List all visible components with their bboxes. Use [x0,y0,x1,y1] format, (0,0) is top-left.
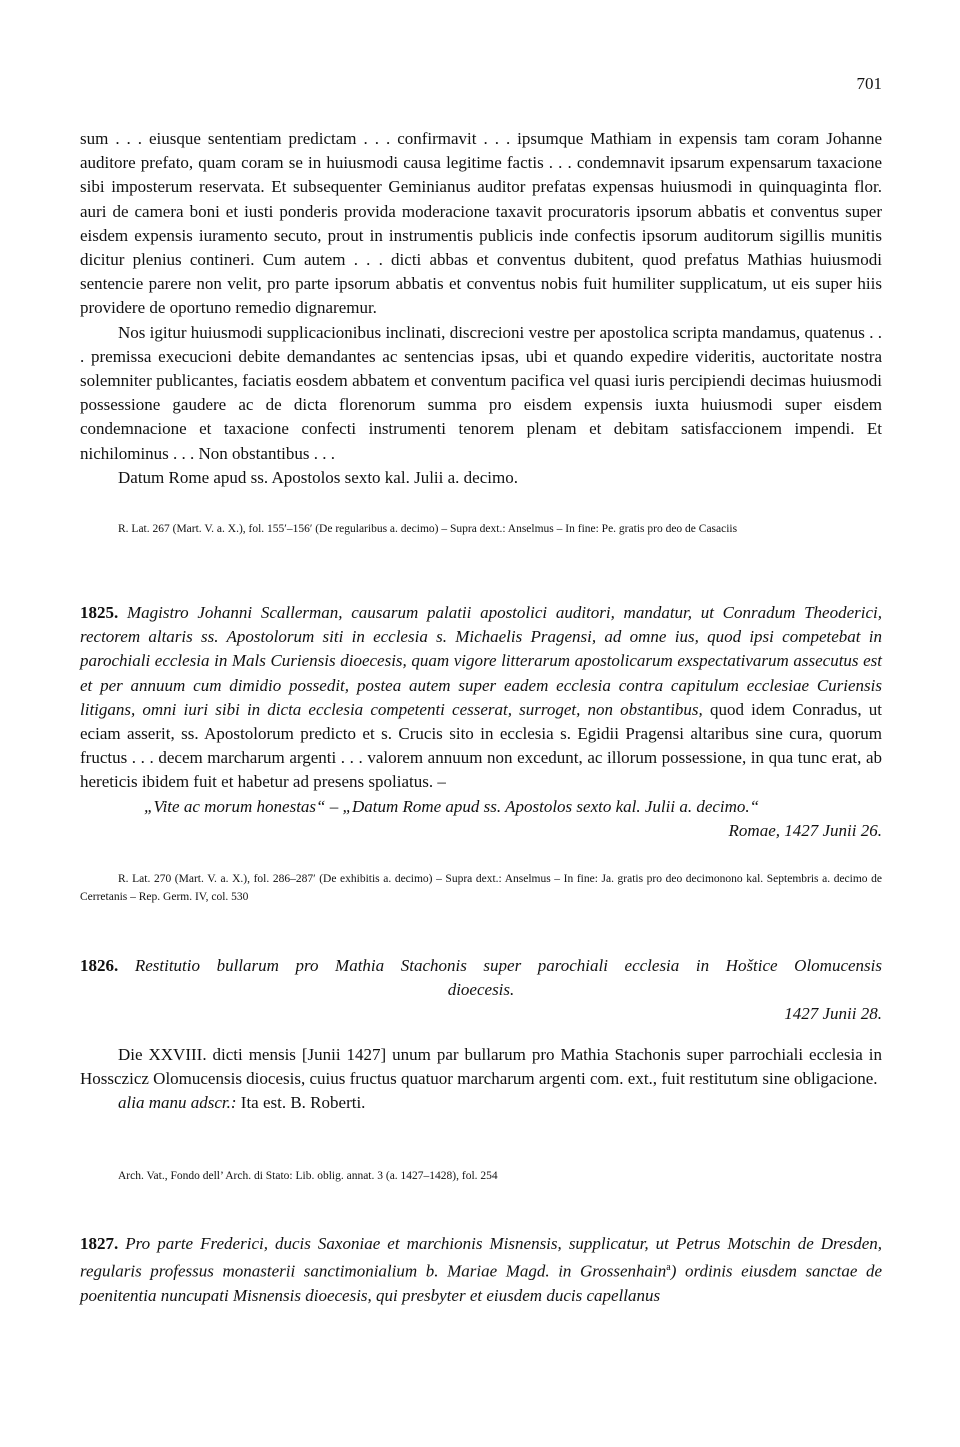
alia-manu [80,1091,882,1115]
regest-italic-cont: ) ordinis eiusdem sanctae de poenitentia nuncupati Misnensis dioecesis, qui presbyter et eiusdem ducis capellanus [80,1261,883,1306]
regest-roman: quod idem Conradus, ut eciam asserit, ss. Apostolorum predicto et s. Crucis sito in ecclesia s. Egidii Pragensi altaribus sine cura, quorum fructus . . . decem marcharum argenti . . . valorem annuum non excedunt, ac illorum possessione, in qua tunc erat, ab hereticis ibidem fuit et habetur ad presens spoliatus. – [80,699,882,792]
incipit: „Vite ac morum honestas“ – „Datum Rome apud ss. Apostolos sexto kal. Julii a. decimo.“ [144,796,760,816]
paragraph-datum: Datum Rome apud ss. Apostolos sexto kal. Julii a. decimo. [118,467,518,487]
archival-note: R. Lat. 270 (Mart. V. a. X.), fol. 286–287′ (De exhibitis a. decimo) – Supra dext.: Anselmus – In fine: Ja. gratis pro deo decimonono kal. Septembris a. decimo de Cerretanis – Rep. Germ. IV, col. 530 [80,873,882,903]
alia-label: alia manu adscr.: [118,1093,237,1113]
entry-number: 1825. [80,603,119,622]
entry-1826-regest [80,954,882,978]
paragraph-continued: sum . . . eiusque sententiam predictam . . . confirmavit . . . ipsumque Mathiam in expensis tam coram Johanne auditore prefato, quam coram se in huiusmodi causa legitime factis . . . condemnavit ipsarum expensarum taxacione sibi imposterum reservata. Et subsequenter Geminianus auditor prefatas expensas huiusmodi in quinquaginta flor. auri de camera boni et iusti ponderis provida moderacione taxavit procuratoris ipsorum abbatis et conventus super eisdem expensis iuramento secuto, prout in instrumentis publicis inde confectis ipsorum auditorum sigillis munitis dicitur plenius contineri. Cum autem . . . dicti abbas et conventus dubitent, quod prefatus Mathias huiusmodi sentencie parere non velit, pro parte ipsorum abbatis et conventus nobis fuit humiliter supplicatum, ut eis super hiis providere de oportuno remedio dignaremur. [80,129,882,318]
page-number: 701 [856,74,882,93]
regest-italic: Magistro Johanni Scallerman, causarum palatii apostolici auditori, mandatur, ut Conradum Theoderici, rectorem altaris ss. Apostolorum siti in ecclesia s. Michaelis Pragensi, ad omne ius, quod ipsi competebat in parochiali ecclesia in Mals Curiensis dioecesis, quam vigore litterarum apostolicarum exspectativarum assecutus est et per annuum cum dimidio possedit, postea autem super eadem ecclesia contra capitulum ecclesiae Curiensis litigans, omni iuri sibi in dicta ecclesia competenti cesserat, surroget, non obstantibus, [80,603,883,719]
footnote-1826 [80,1167,882,1185]
entry-1827-regest [80,1232,882,1308]
entry-1826 [80,954,882,1027]
archival-note: R. Lat. 267 (Mart. V. a. X.), fol. 155′–156′ (De regularibus a. decimo) – Supra dext.: Anselmus – In fine: Pe. gratis pro deo de Casaciis [118,523,738,535]
archival-note: Arch. Vat., Fondo dell’ Arch. di Stato: Lib. oblig. annat. 3 (a. 1427–1428), fol. 254 [118,1170,498,1182]
entry-number: 1827. [80,1234,119,1253]
continued-text [80,127,882,490]
footnote-1824 [80,520,882,538]
footnote-1825 [80,870,882,906]
regest-italic: Pro parte Frederici, ducis Saxoniae et marchionis Misnensis, supplicatur, ut Petrus Motschin de Dresden, regularis professus monasterii sanctimonialium b. Mariae Magd. in Grossenhain [80,1234,883,1281]
entry-1827 [80,1232,882,1308]
regest-line-2: dioecesis. [447,980,515,1000]
entry-1826-body: Die XXVIII. dicti mensis [Junii 1427] unum par bullarum pro Mathia Stachonis super parrochiali ecclesia in Hossczicz Olomucensis diocesis, cuius fructus quatuor marcharum argenti com. ext., fuit restitutum sine obligacione. [80,1045,882,1089]
entry-1826-text [80,1043,882,1116]
date-line: 1427 Junii 28. [784,1004,882,1024]
paragraph-mandate: Nos igitur huiusmodi supplicacionibus inclinati, discrecioni vestre per apostolica scripta mandamus, quatenus . . . premissa execucioni debite demandantes ac sentencias ipsas, ubi et quando expedire videritis, auctoritate nostra solemniter publicantes, faciatis eosdem abbatem et conventum pacifica vel quasi iuris percipiendi decimas huiusmodi possessione gaudere ac de dicta florenorum summa pro eisdem expensis iuxta huiusmodi super eisdem condemnacione et taxacione confecti instrumenti tenorem plenam et debitam satisfaccionem impendi. Et nichilominus . . . Non obstantibus . . . [80,322,882,463]
regest-italic: Restitutio bullarum pro Mathia Stachonis super parochiali ecclesia in Hoštice Olomucensis [134,956,882,975]
entry-1825-regest [80,601,882,795]
date-line: Romae, 1427 Junii 26. [728,820,882,840]
entry-number: 1826. [80,956,119,975]
alia-text: Ita est. B. Roberti. [236,1093,366,1113]
footnote-mark: a [666,1262,671,1274]
entry-1825 [80,601,882,843]
